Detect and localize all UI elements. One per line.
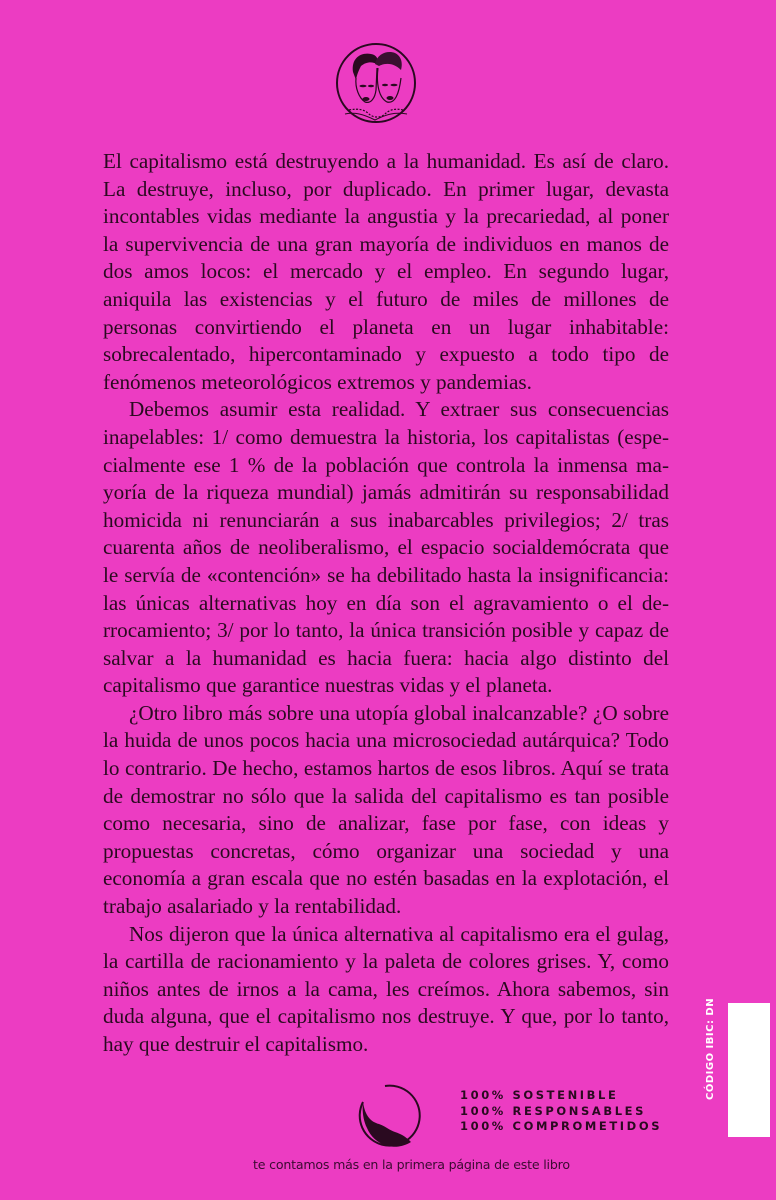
two-faces-circle-icon: [335, 30, 417, 136]
wave-circle-icon: [355, 1080, 427, 1152]
blurb-paragraph: Nos dijeron que la única alternativa al capitalismo era el gulag, la cartilla de racionamiento y la paleta de colores grises. Y, como niños antes de irnos a la cama, les creímos. Ahora sabemos, sin duda alguna, que el capitalismo nos destruye. Y que, por lo tanto, hay que destruir el capitalismo.: [103, 921, 669, 1056]
blurb-paragraph: El capitalismo está destruyendo a la humanidad. Es así de claro. La destruye, incluso, por duplicado. En primer lugar, devasta incontables vidas mediante la angustia y la precariedad, al poner la supervivencia de una gran mayoría de individuos en manos de dos amos locos: el mercado y el empleo. En segundo lugar, aniquila las existencias y el futuro de miles de millones de personas convirtiendo el planeta en un lugar inhabitable: sobrecalentado, hipercontaminado y expuesto a todo tipo de fenómenos meteorológicos extremos y pandemias.: [103, 149, 669, 394]
barcode-placeholder: [728, 1003, 770, 1137]
footer-tagline: te contamos más en la primera página de este libro: [253, 1157, 570, 1172]
claim-line: 100% SOSTENIBLE: [460, 1088, 619, 1102]
back-cover-blurb: [103, 148, 669, 1059]
ibic-code-label: CÓDIGO IBIC: DN: [705, 997, 716, 1100]
claim-line: 100% RESPONSABLES: [460, 1103, 646, 1118]
blurb-paragraph: ¿Otro libro más sobre una utopía global inalcanzable? ¿O sobre la huida de unos pocos hacia una microsociedad autárquica? Todo lo contrario. De hecho, estamos hartos de esos libros. Aquí se trata de demostrar no sólo que la salida del capitalismo es tan posible como necesaria, sino de analizar, fase por fase, con ideas y propuestas concretas, cómo organizar una sociedad y una economía a gran escala que no estén basadas en la explotación, el trabajo asalariado y la rentabilidad.: [103, 700, 669, 919]
blurb-paragraph: Debemos asumir esta realidad. Y extraer sus consecuencias inapelables: 1/ como demuestra la historia, los capitalistas (especialmente ese 1 % de la población que controla la inmensa mayoría de la riqueza mundial) jamás admitirán su responsabilidad homicida ni renunciarán a sus inabarcables privilegios; 2/ tras cuarenta años de neoliberalismo, el espacio socialdemócrata que le servía de «contención» se ha debilitado hasta la insignificancia: las únicas alternativas hoy en día son el agravamiento o el derrocamiento; 3/ por lo tanto, la única transición posible y capaz de salvar a la humanidad es hacia fuera: hacia algo distinto del capitalismo que garantice nuestras vidas y el planeta.: [103, 397, 669, 698]
claim-line: 100% COMPROMETIDOS: [460, 1119, 663, 1133]
sustainability-claims: [460, 1088, 662, 1135]
